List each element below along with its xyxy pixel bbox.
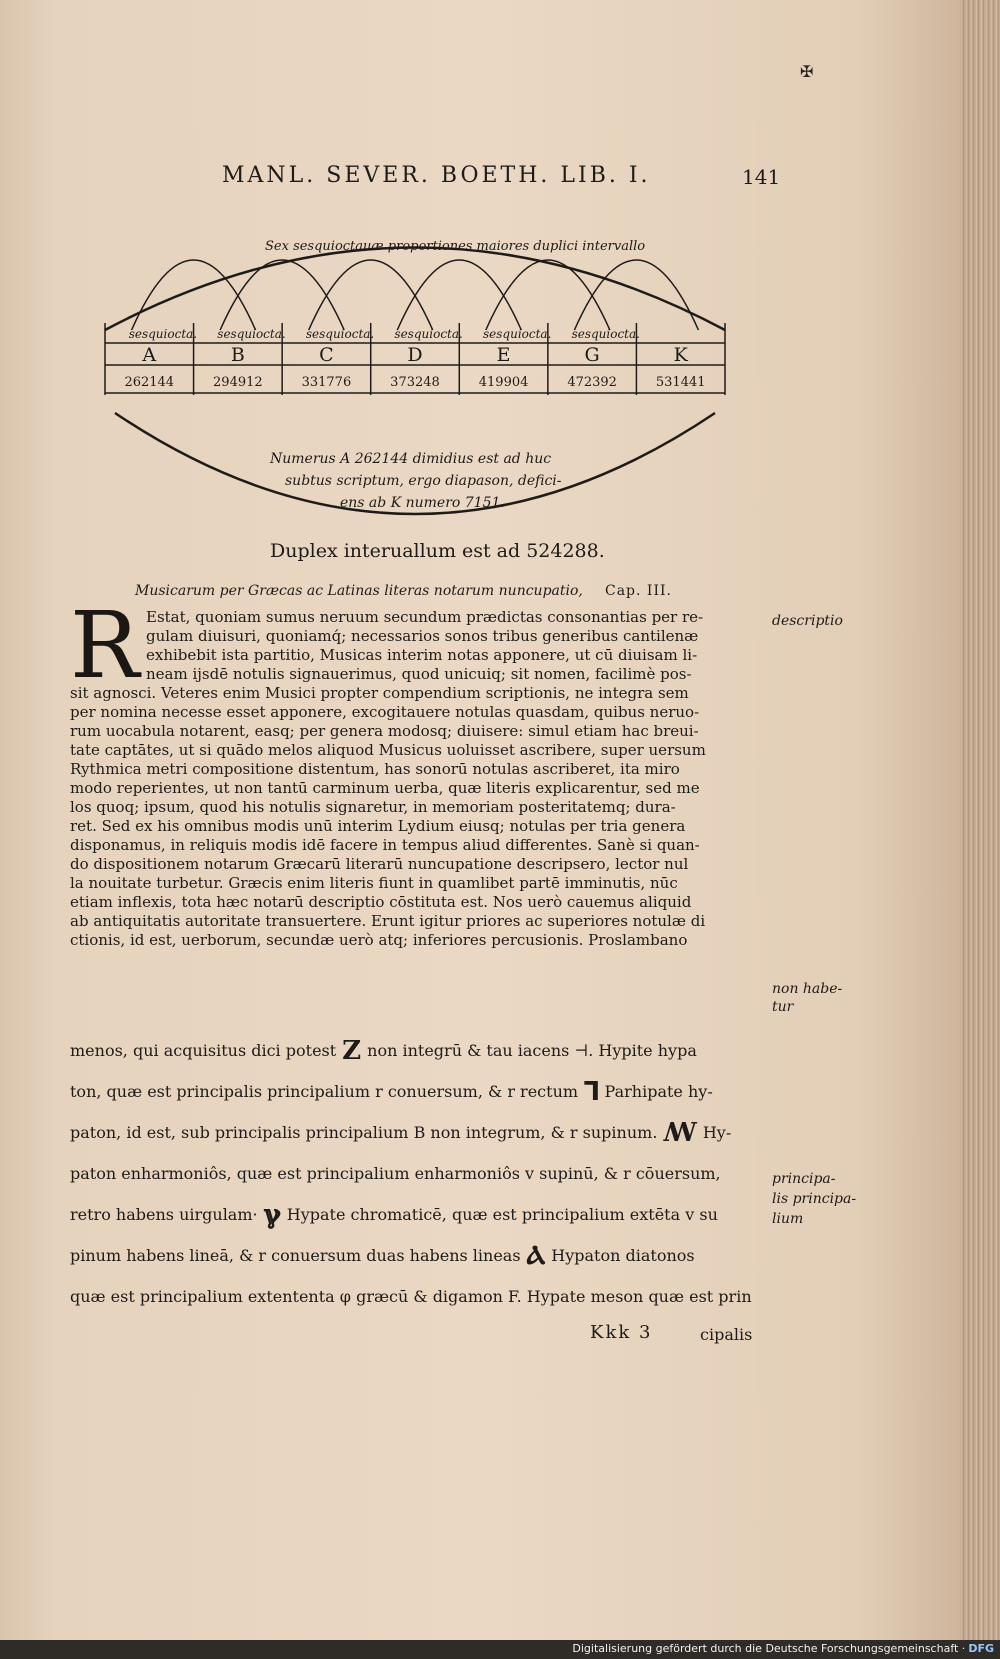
lower-text-3: ens ab K numero 7151. <box>340 495 505 511</box>
body-line: etiam inflexis, tota hæc notarū descriptio cōstituta est. Nos uerò cauemus aliquid <box>70 893 692 911</box>
notation-text-before: retro habens uirgulam· <box>70 1205 258 1224</box>
margin-note-lium: lium <box>772 1211 804 1227</box>
ratio-arc <box>220 260 344 330</box>
greek-note-glyph: ꟿ <box>663 1118 697 1148</box>
arc-label: Sex sesquioctauæ proportiones maiores duplici intervallo <box>265 239 646 254</box>
notation-text-before: paton, id est, sub principalis principalium B non integrum, & r supinum. <box>70 1123 658 1142</box>
margin-note-descriptio: descriptio <box>772 613 843 629</box>
body-text <box>70 608 760 950</box>
notation-text-after: Hy- <box>702 1123 732 1142</box>
body-line: ctionis, id est, uerborum, secundæ uerò atq; inferiores percusionis. Proslambano <box>70 931 688 949</box>
lower-text-2: subtus scriptum, ergo diapason, defici- <box>285 473 562 489</box>
body-line: los quoq; ipsum, quod his notulis signaretur, in memoriam posteritatemq; dura- <box>70 798 676 816</box>
number-label: 331776 <box>301 375 352 390</box>
body-line: disponamus, in reliquis modis idē facere in tempus aliud differentes. Sanè si quan- <box>70 836 700 854</box>
notation-line <box>70 1276 770 1317</box>
notation-text-after: Hypaton diatonos <box>551 1246 695 1265</box>
drop-cap: R <box>70 592 140 699</box>
notation-text-before: quæ est principalium extententa φ græcū & digamon F. Hypate meson quæ est prin <box>70 1287 752 1306</box>
notation-text-after: Parhipate hy- <box>604 1082 713 1101</box>
letter-label: E <box>496 344 511 366</box>
ratio-labels <box>129 327 640 341</box>
ratio-label: sesquiocta. <box>305 327 375 341</box>
folio-number: 141 <box>742 165 781 189</box>
small-arcs <box>132 260 699 330</box>
notation-line <box>70 1071 770 1112</box>
letter-label: B <box>230 344 245 366</box>
number-label: 419904 <box>478 375 529 390</box>
body-line: per nomina necesse esset apponere, excogitauere notulas quasdam, quibus neruo- <box>70 703 700 721</box>
body-line: gulam diuisuri, quoniamq́; necessarios sonos tribus generibus cantilenæ <box>146 627 699 645</box>
notation-text-before: pinum habens lineā, & r conuersum duas habens lineas <box>70 1246 521 1265</box>
ratio-label: sesquiocta. <box>217 327 286 341</box>
notation-text <box>70 1030 770 1317</box>
ratio-label: sesquiocta. <box>571 327 640 341</box>
chapter-heading <box>135 583 755 599</box>
body-line: exhibebit ista partitio, Musicas interim notas apponere, ut cū diuisam li- <box>146 646 698 664</box>
diagram-caption: Duplex interuallum est ad 524288. <box>270 540 605 562</box>
notation-text-after: non integrū & tau iacens ⊣. Hypite hypa <box>367 1041 697 1060</box>
chapter-number: Cap. III. <box>605 583 672 599</box>
ratio-label: sesquiocta. <box>483 327 552 341</box>
greek-note-glyph: ℽ <box>263 1200 281 1230</box>
notation-line <box>70 1112 770 1153</box>
body-line: ab antiquitatis autoritate transuertere. Erunt igitur priores ac superiores notulæ di <box>70 912 706 930</box>
margin-note-non-habe: non habe- <box>772 981 843 997</box>
credit-text: Digitalisierung gefördert durch die Deutsche Forschungsgemeinschaft · <box>572 1642 966 1655</box>
lower-text-1: Numerus A 262144 dimidius est ad huc <box>270 451 552 467</box>
margin-note-principa: principa- <box>772 1171 836 1187</box>
page-edges <box>960 0 1000 1640</box>
margin-note-lis-principa: lis principa- <box>772 1191 857 1207</box>
ratio-arc <box>309 260 433 330</box>
letter-label: A <box>142 344 157 366</box>
body-line: do dispositionem notarum Græcarū literarū nuncupatione descripsero, lector nul <box>70 855 689 873</box>
body-line: sit agnosci. Veteres enim Musici propter compendium scriptionis, ne integra sem <box>70 684 689 702</box>
margin-note-tur: tur <box>772 999 794 1015</box>
running-head: MANL. SEVER. BOETH. LIB. I. <box>222 163 651 188</box>
letter-label: G <box>584 344 600 366</box>
letter-label: K <box>673 344 688 366</box>
body-line: modo reperientes, ut non tantū carminum uerba, quæ literis explicarentur, sed me <box>70 779 700 797</box>
digitization-credit <box>572 1642 994 1655</box>
number-label: 531441 <box>655 375 706 390</box>
body-line: Estat, quoniam sumus neruum secundum prædictas consonantias per re- <box>146 608 704 626</box>
dfg-logo: DFG <box>968 1642 994 1655</box>
body-line: neam ijsdē notulis signauerimus, quod unicuiq; sit nomen, facilimè pos- <box>146 665 692 683</box>
body-line: Rythmica metri compositione distentum, has sonorū notulas ascriberet, ita miro <box>70 760 680 778</box>
letter-label: C <box>319 344 334 366</box>
notation-line <box>70 1153 770 1194</box>
page-mark: ✠ <box>800 62 814 81</box>
catchword: cipalis <box>700 1325 753 1344</box>
number-label: 294912 <box>213 375 263 390</box>
notation-line <box>70 1194 770 1235</box>
notation-text-before: ton, quæ est principalis principalium r conuersum, & r rectum <box>70 1082 579 1101</box>
greek-note-glyph: Ⲁ <box>526 1241 546 1271</box>
chapter-title: Musicarum per Græcas ac Latinas literas notarum nuncupatio, <box>135 583 583 599</box>
letter-labels <box>141 344 688 366</box>
notation-line <box>70 1030 770 1071</box>
signature-mark: Kkk 3 <box>590 1322 653 1343</box>
number-label: 262144 <box>124 375 175 390</box>
notation-text-before: paton enharmoniôs, quæ est principalium enharmoniôs v supinū, & r cōuersum, <box>70 1164 721 1183</box>
notation-line <box>70 1235 770 1276</box>
body-line: ret. Sed ex his omnibus modis unū interim Lydium eiusq; notulas per tria genera <box>70 817 686 835</box>
number-labels <box>124 375 705 390</box>
ratio-arc <box>397 260 521 330</box>
notation-text-after: Hypate chromaticē, quæ est principalium extēta v su <box>286 1205 718 1224</box>
body-line: tate captātes, ut si quādo melos aliquod Musicus uoluisset ascribere, super uersum <box>70 741 706 759</box>
ratio-arc <box>574 260 698 330</box>
greek-note-glyph: ⅂ <box>584 1077 599 1107</box>
number-label: 373248 <box>390 375 440 390</box>
letter-label: D <box>407 344 423 366</box>
body-line: la nouitate turbetur. Græcis enim literis fiunt in quamlibet partē imminutis, nūc <box>70 874 678 892</box>
ratio-label: sesquiocta. <box>394 327 463 341</box>
proportion-diagram <box>95 195 735 540</box>
notation-text-before: menos, qui acquisitus dici potest <box>70 1041 337 1060</box>
number-label: 472392 <box>567 375 617 390</box>
body-line: rum uocabula notarent, easq; per genera modosq; diuisere: simul etiam hac breui- <box>70 722 699 740</box>
ratio-label: sesquiocta. <box>128 327 198 341</box>
greek-note-glyph: Z <box>342 1036 362 1066</box>
ratio-arc <box>486 260 610 330</box>
ratio-arc <box>132 260 256 330</box>
